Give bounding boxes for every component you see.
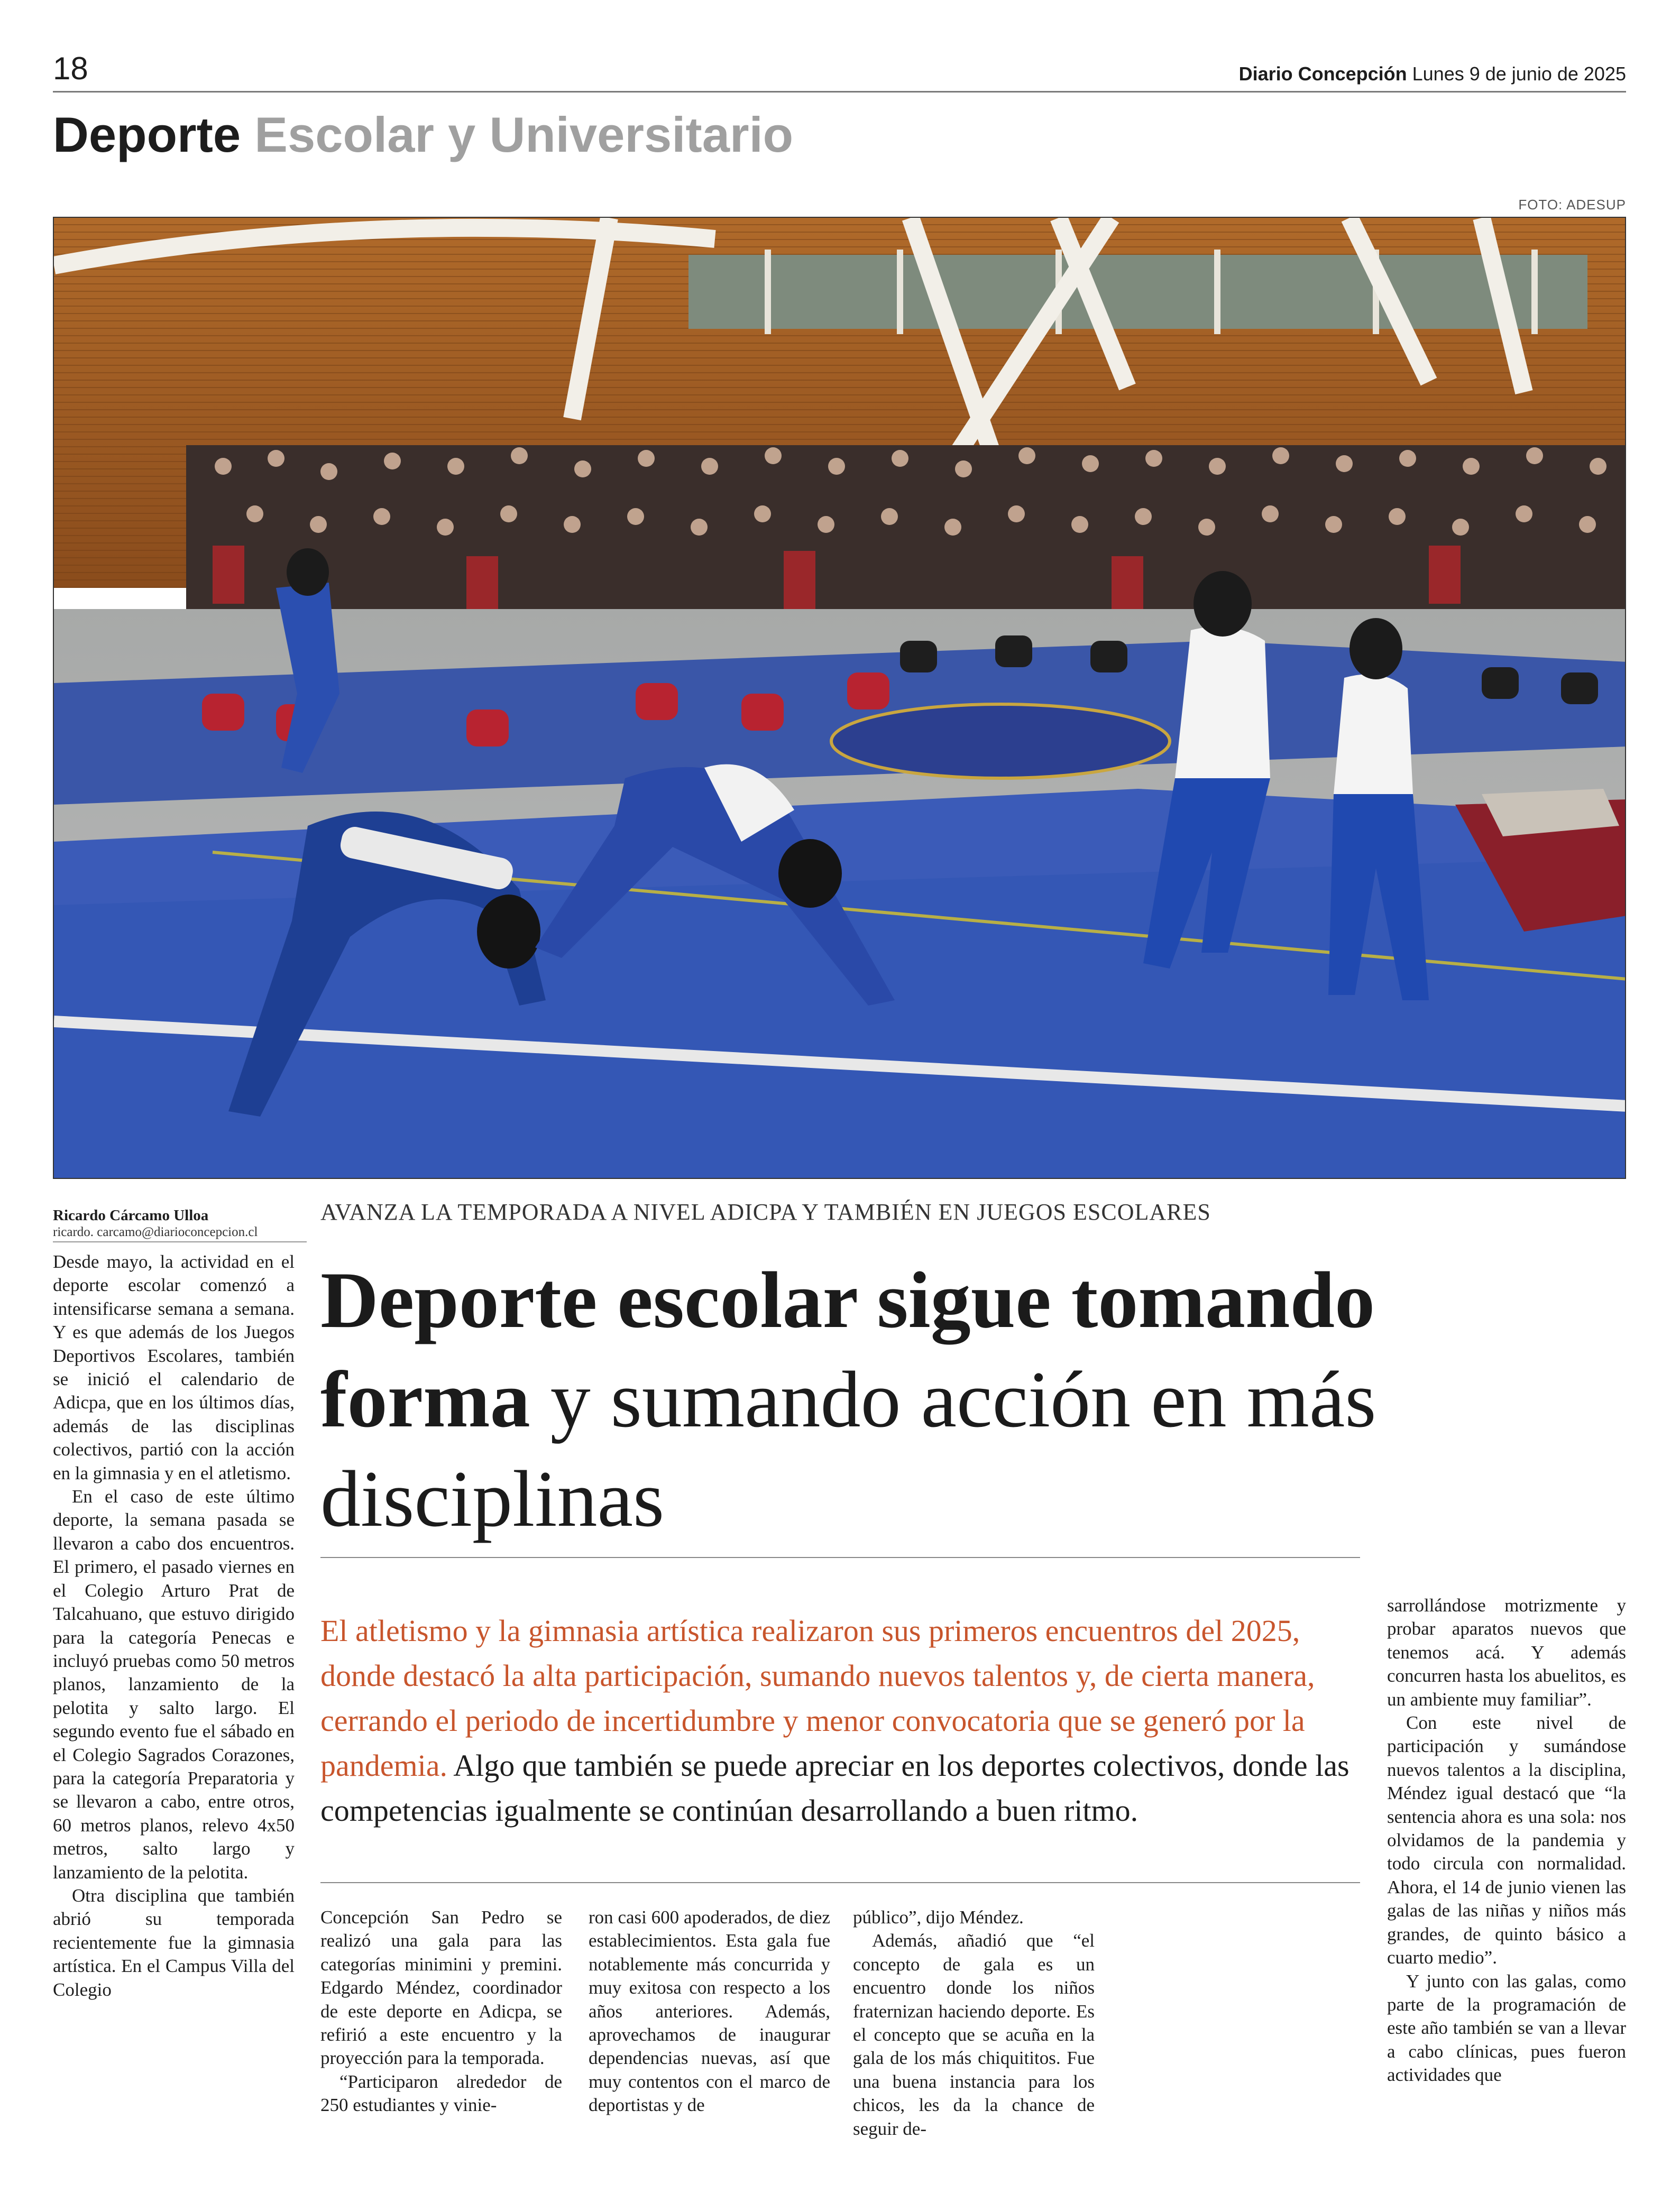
issue-date: Lunes 9 de junio de 2025 xyxy=(1412,63,1626,85)
byline-rule xyxy=(53,1241,307,1242)
section-main: Deporte xyxy=(53,107,241,162)
article-column-2 xyxy=(320,1906,562,2117)
lead-paragraph xyxy=(320,1608,1360,1833)
paragraph: Con este nivel de participación y sumándose nuevos talentos a la disciplina, Méndez igual destacó que “la sentencia ahora es una sola: nos olvidamos de la pandemia y todo circula con normalidad. Ahora, el 14 de junio vienen las galas de las niñas y niños más grandes, de quinto básico a cuarto medio”. xyxy=(1387,1712,1626,1968)
paragraph: En el caso de este último deporte, la semana pasada se llevaron a cabo dos encuentros. El primero, el pasado viernes en el Colegio Arturo Prat de Talcahuano, que estuvo dirigido para la categoría Penecas e incluyó pruebas como 50 metros planos, lanzamiento de la pelotita y salto largo. El segundo evento fue el sábado en el Colegio Sagrados Corazones, para la categoría Preparatoria y se llevaron a cabo, entre otros, 60 metros planos, relevo 4x50 metros, salto largo y lanzamiento de la pelotita. xyxy=(53,1486,295,1883)
paragraph: Además, añadió que “el concepto de gala es un encuentro donde los niños fraternizan haciendo deporte. Es el concepto que se acuña en la gala de los más chiquititos. Fue una buena instancia para los chicos, les da la chance de seguir de- xyxy=(853,1930,1095,2139)
headline-regular: y sumando acción en más disciplinas xyxy=(320,1355,1376,1543)
lead-rule xyxy=(320,1882,1360,1883)
lead-rest: Algo que también se puede apreciar en los deportes colectivos, donde las competencias igualmente se continúan desarrollando a buen ritmo. xyxy=(320,1748,1349,1828)
gymnastics-photo xyxy=(53,217,1626,1179)
paragraph: ron casi 600 apoderados, de diez establecimientos. Esta gala fue notablemente más concurrida y muy exitosa con respecto a los años anteriores. Además, aprovechamos de inaugurar dependencias nuevas, así que muy contentos con el marco de deportistas y de xyxy=(589,1907,830,2116)
paragraph: “Participaron alrededor de 250 estudiantes y vinie- xyxy=(320,2071,562,2116)
section-title xyxy=(53,103,793,167)
byline xyxy=(53,1206,307,1240)
lead-highlight: El atletismo y la gimnasia artística realizaron sus primeros encuentros del 2025, donde destacó la alta participación, sumando nuevos talentos y, de cierta manera, cerrando el periodo de incertidumbre y menor convocatoria que se generó por la pandemia. xyxy=(320,1614,1315,1783)
paragraph: Otra disciplina que también abrió su temporada recientemente fue la gimnasia artística. En el Campus Villa del Colegio xyxy=(53,1885,295,2000)
article-column-1 xyxy=(53,1250,295,2002)
photo-illustration xyxy=(54,218,1626,1179)
section-sub: Escolar y Universitario xyxy=(254,107,794,162)
header-rule xyxy=(53,91,1626,93)
page-number: 18 xyxy=(53,51,88,86)
article-column-5 xyxy=(1387,1594,1626,2087)
article-column-4 xyxy=(853,1906,1095,2141)
author-name: Ricardo Cárcamo Ulloa xyxy=(53,1207,209,1224)
paragraph: público”, dijo Méndez. xyxy=(853,1907,1024,1928)
paragraph: sarrollándose motrizmente y probar aparatos nuevos que tenemos acá. Y además concurren hasta los abuelitos, es un ambiente muy familiar”. xyxy=(1387,1595,1626,1710)
headline-rule xyxy=(320,1557,1360,1558)
paragraph: Y junto con las galas, como parte de la programación de este año también se van a llevar a cabo clínicas, pues fueron actividades que xyxy=(1387,1970,1626,2086)
masthead xyxy=(1239,62,1626,86)
photo-credit: FOTO: ADESUP xyxy=(1518,197,1626,213)
paper-name: Diario Concepción xyxy=(1238,63,1407,85)
article-column-3 xyxy=(589,1906,830,2117)
paragraph: Desde mayo, la actividad en el deporte escolar comenzó a intensificarse semana a semana. Y es que además de los Juegos Deportivos Escolares, también se inició el calendario de Adicpa, que en los últimos días, además de las disciplinas colectivos, partió con la acción en la gimnasia y en el atletismo. xyxy=(53,1251,295,1483)
kicker: AVANZA LA TEMPORADA A NIVEL ADICPA Y TAMBIÉN EN JUEGOS ESCOLARES xyxy=(320,1199,1211,1225)
author-email: ricardo. carcamo@diarioconcepcion.cl xyxy=(53,1225,258,1239)
headline-bold: Deporte escolar sigue tomando forma xyxy=(320,1256,1375,1444)
headline xyxy=(320,1250,1537,1549)
paragraph: Concepción San Pedro se realizó una gala para las categorías minimini y premini. Edgardo Méndez, coordinador de este deporte en Adicpa, se refirió a este encuentro y la proyección para la temporada. xyxy=(320,1907,562,2069)
